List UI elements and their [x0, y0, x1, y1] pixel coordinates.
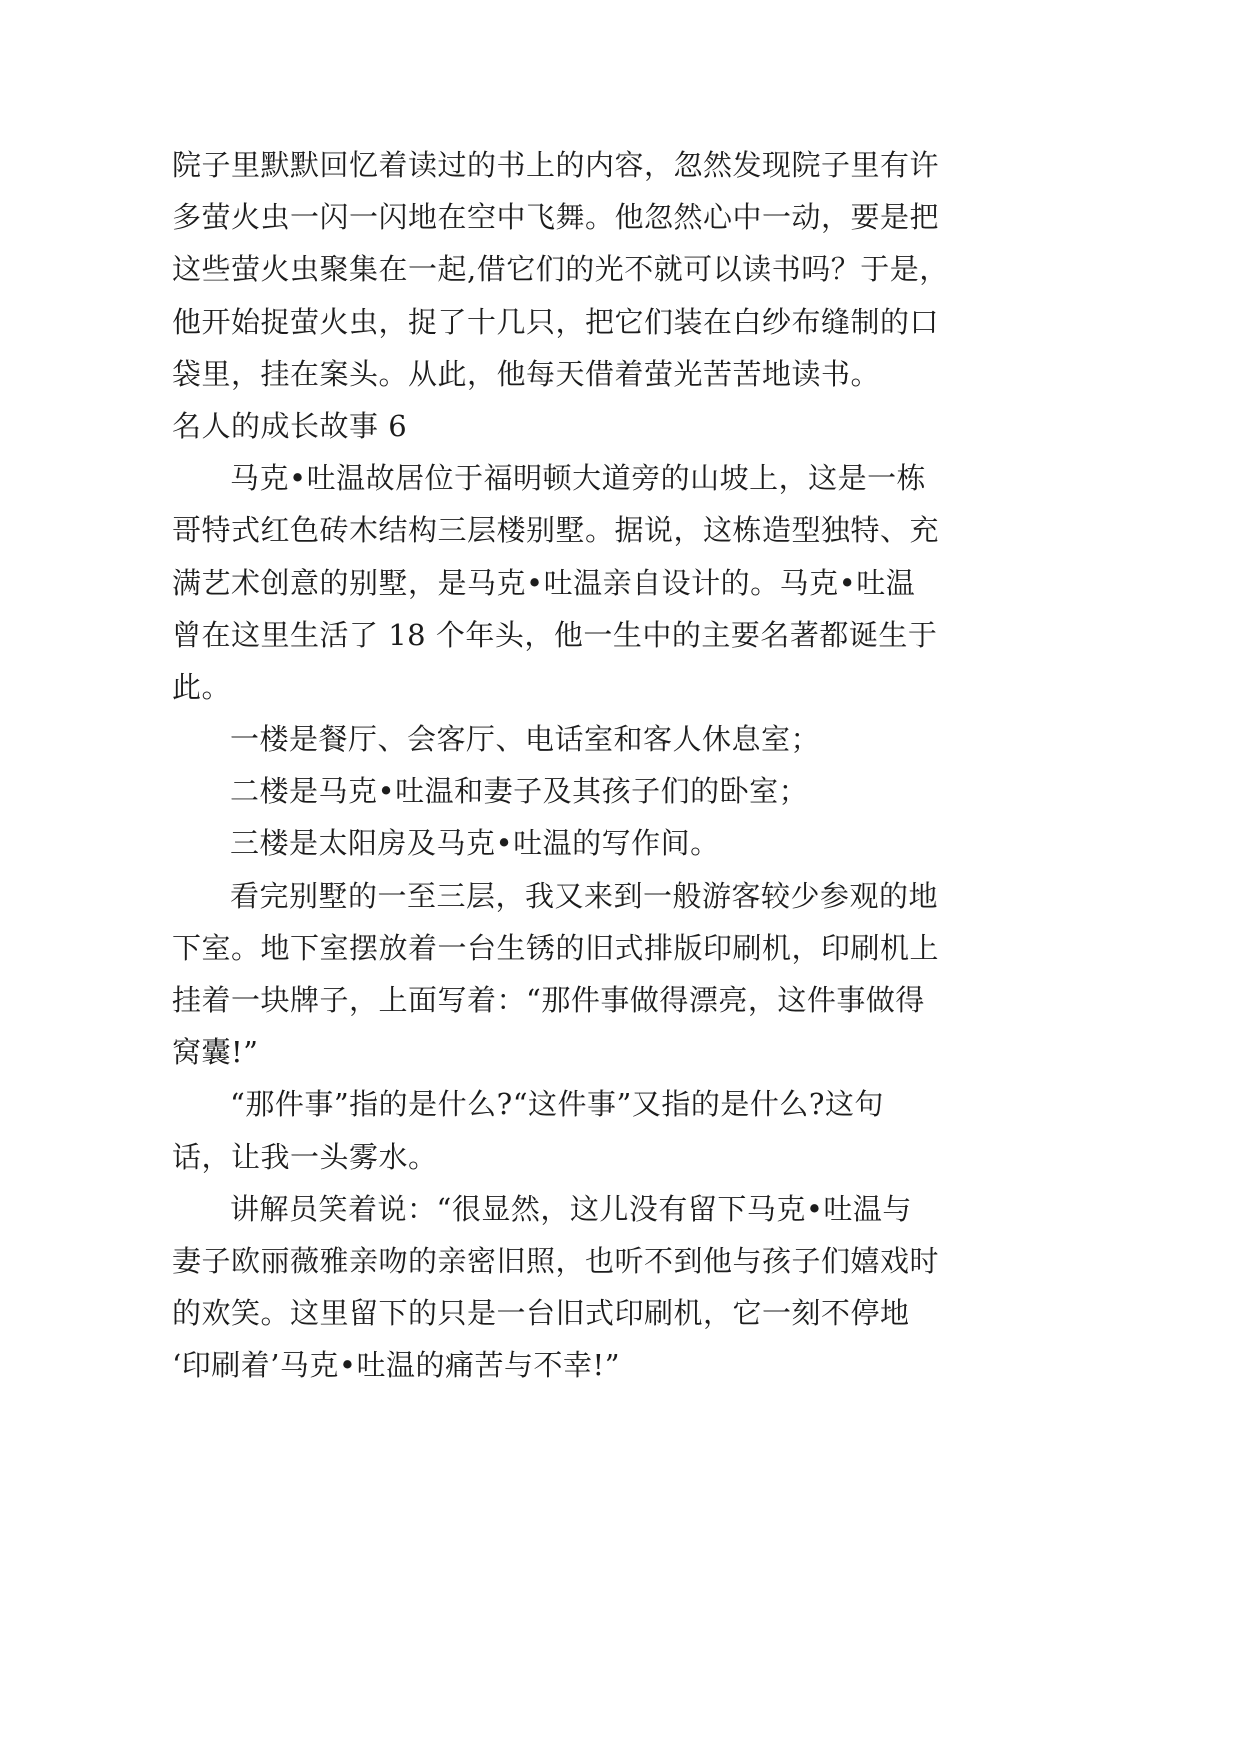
text-line: 院子里默默回忆着读过的书上的内容，忽然发现院子里有许 — [172, 148, 940, 182]
text-line: 二楼是马克•吐温和妻子及其孩子们的卧室； — [230, 774, 809, 809]
paragraph — [172, 870, 992, 1079]
text-line: 此。 — [172, 669, 232, 704]
text-line: 妻子欧丽薇雅亲吻的亲密旧照，也听不到他与孩子们嬉戏时 — [172, 1243, 940, 1278]
text-line: 挂着一块牌子，上面写着：“那件事做得漂亮，这件事做得 — [172, 983, 925, 1017]
text-line: 袋里，挂在案头。从此，他每天借着萤光苦苦地读书。 — [172, 356, 881, 391]
text-line: 窝囊!” — [172, 1035, 259, 1070]
text-line: 的欢笑。这里留下的只是一台旧式印刷机，它一刻不停地 — [172, 1296, 910, 1331]
paragraph — [172, 817, 992, 869]
paragraph — [172, 452, 992, 713]
text-line: 哥特式红色砖木结构三层楼别墅。据说，这栋造型独特、充 — [172, 513, 940, 548]
text-line: 下室。地下室摆放着一台生锈的旧式排版印刷机，印刷机上 — [172, 930, 940, 965]
paragraph — [172, 765, 992, 817]
text-line: 满艺术创意的别墅，是马克•吐温亲自设计的。马克•吐温 — [172, 565, 916, 600]
text-line: 他开始捉萤火虫，捉了十几只，把它们装在白纱布缝制的口 — [172, 304, 940, 339]
paragraph — [172, 1078, 992, 1182]
text-line: 讲解员笑着说：“很显然，这儿没有留下马克•吐温与 — [230, 1191, 912, 1226]
paragraph-continued — [172, 139, 992, 400]
text-line: 多萤火虫一闪一闪地在空中飞舞。他忽然心中一动，要是把 — [172, 200, 940, 235]
text-line: 话，让我一头雾水。 — [172, 1139, 438, 1174]
section-heading: 名人的成长故事 6 — [172, 408, 408, 443]
paragraph — [172, 713, 992, 765]
text-line: 一楼是餐厅、会客厅、电话室和客人休息室； — [230, 722, 821, 757]
text-line: 看完别墅的一至三层，我又来到一般游客较少参观的地 — [230, 878, 939, 913]
paragraph — [172, 1183, 992, 1392]
text-line: 三楼是太阳房及马克•吐温的写作间。 — [230, 826, 720, 861]
document-body — [172, 139, 992, 1392]
text-line: 这些萤火虫聚集在一起,借它们的光不就可以读书吗？于是， — [172, 252, 949, 287]
text-line: “那件事”指的是什么?“这件事”又指的是什么?这句 — [230, 1087, 884, 1122]
text-line: ‘印刷着’马克•吐温的痛苦与不幸!” — [172, 1348, 621, 1383]
text-line: 曾在这里生活了 18 个年头，他一生中的主要名著都诞生于 — [172, 617, 938, 652]
text-line: 马克•吐温故居位于福明顿大道旁的山坡上，这是一栋 — [230, 461, 927, 496]
